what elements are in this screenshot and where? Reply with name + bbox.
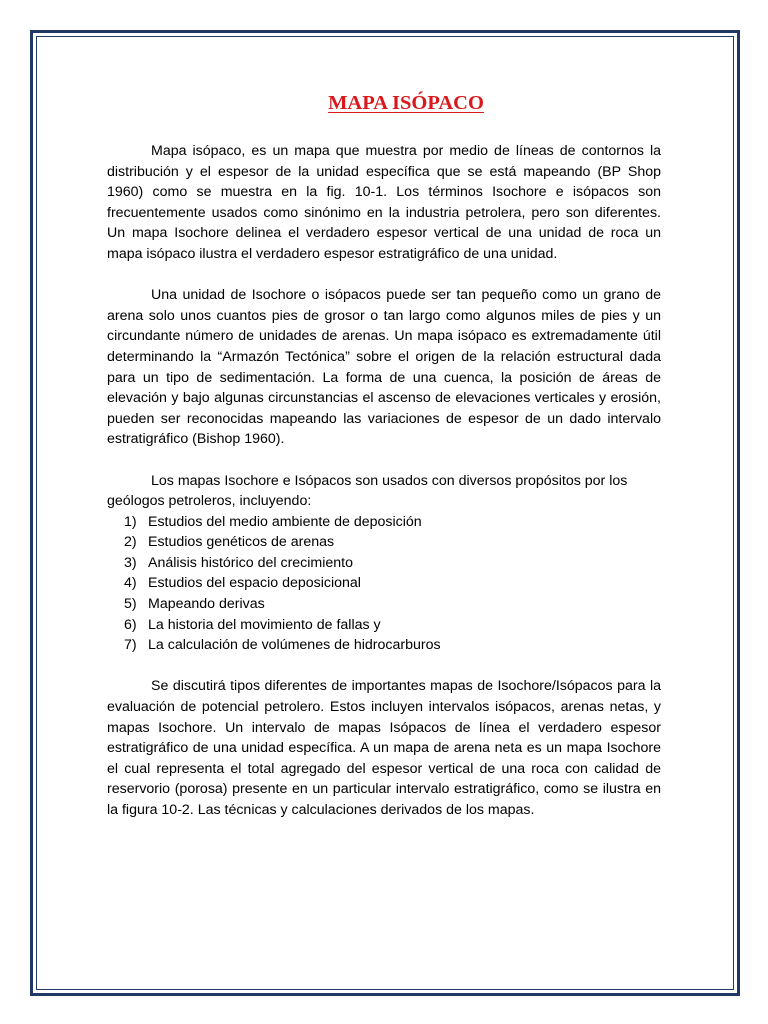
list-item-number: 4) xyxy=(124,575,137,592)
list-item-text: Mapeando derivas xyxy=(148,596,265,613)
list-item-text: Estudios genéticos de arenas xyxy=(148,534,335,551)
document-body xyxy=(107,141,661,821)
list-item-text: La historia del movimiento de fallas y xyxy=(148,616,381,633)
paragraph-isochore-unit: Una unidad de Isochore o isópacos puede ser tan pequeño como un grano de arena solo unos cuantos pies de grosor o tan largo como algunos miles de pies y un circundante número de unidades de arenas. Un mapa isópaco es extremadamente útil determinando la “Armazón Tectónica” sobre el origen de la relación estructural dada para un tipo de sedimentación. La forma de una cuenca, la posición de áreas de elevación y bajo algunas circunstancias el ascenso de elevaciones verticales y erosión, pueden ser reconocidas mapeando las variaciones de espesor de un dado intervalo estratigráfico (Bishop 1960). xyxy=(107,287,661,448)
list-item xyxy=(124,512,661,533)
list-item-number: 7) xyxy=(124,637,137,654)
paragraph-map-types: Se discutirá tipos diferentes de importantes mapas de Isochore/Isópacos para la evaluación de potencial petrolero. Estos incluyen intervalos isópacos, arenas netas, y mapas Isochore. Un intervalo de mapas Isópacos de línea el verdadero espesor estratigráfico de una unidad específica. A un mapa de arena neta es un mapa Isochore el cual representa el total agregado del espesor vertical de una roca con calidad de reservorio (porosa) presente en un particular intervalo estratigráfico, como se ilustra en la figura 10-2. Las técnicas y calculaciones derivados de los mapas. xyxy=(107,678,661,818)
list-item-text: Análisis histórico del crecimiento xyxy=(148,554,354,571)
list-item-text: La calculación de volúmenes de hidrocarburos xyxy=(148,637,441,654)
list-item xyxy=(124,532,661,553)
list-item xyxy=(124,594,661,615)
list-item-number: 2) xyxy=(124,534,137,551)
paragraph-intro: Mapa isópaco, es un mapa que muestra por medio de líneas de contornos la distribución y el espesor de la unidad específica que se está mapeando (BP Shop 1960) como se muestra en la fig. 10-1. Los términos Isochore e isópacos son frecuentemente usados como sinónimo en la industria petrolera, pero son diferentes. Un mapa Isochore delinea el verdadero espesor vertical de una unidad de roca un mapa isópaco ilustra el verdadero espesor estratigráfico de una unidad. xyxy=(107,143,661,262)
document-title: MAPA ISÓPACO xyxy=(328,92,484,114)
list-item-text: Estudios del medio ambiente de deposición xyxy=(148,513,422,530)
list-item-number: 3) xyxy=(124,554,137,571)
list-item-number: 5) xyxy=(124,596,137,613)
paragraph-uses: Los mapas Isochore e Isópacos son usados con diversos propósitos por los geólogos petroleros, incluyendo: xyxy=(107,472,628,510)
list-item-number: 1) xyxy=(124,513,137,530)
list-item xyxy=(124,573,661,594)
list-item xyxy=(124,635,661,656)
uses-list xyxy=(107,512,661,656)
list-item xyxy=(124,615,661,636)
list-item xyxy=(124,553,661,574)
list-item-number: 6) xyxy=(124,616,137,633)
list-item-text: Estudios del espacio deposicional xyxy=(148,575,361,592)
